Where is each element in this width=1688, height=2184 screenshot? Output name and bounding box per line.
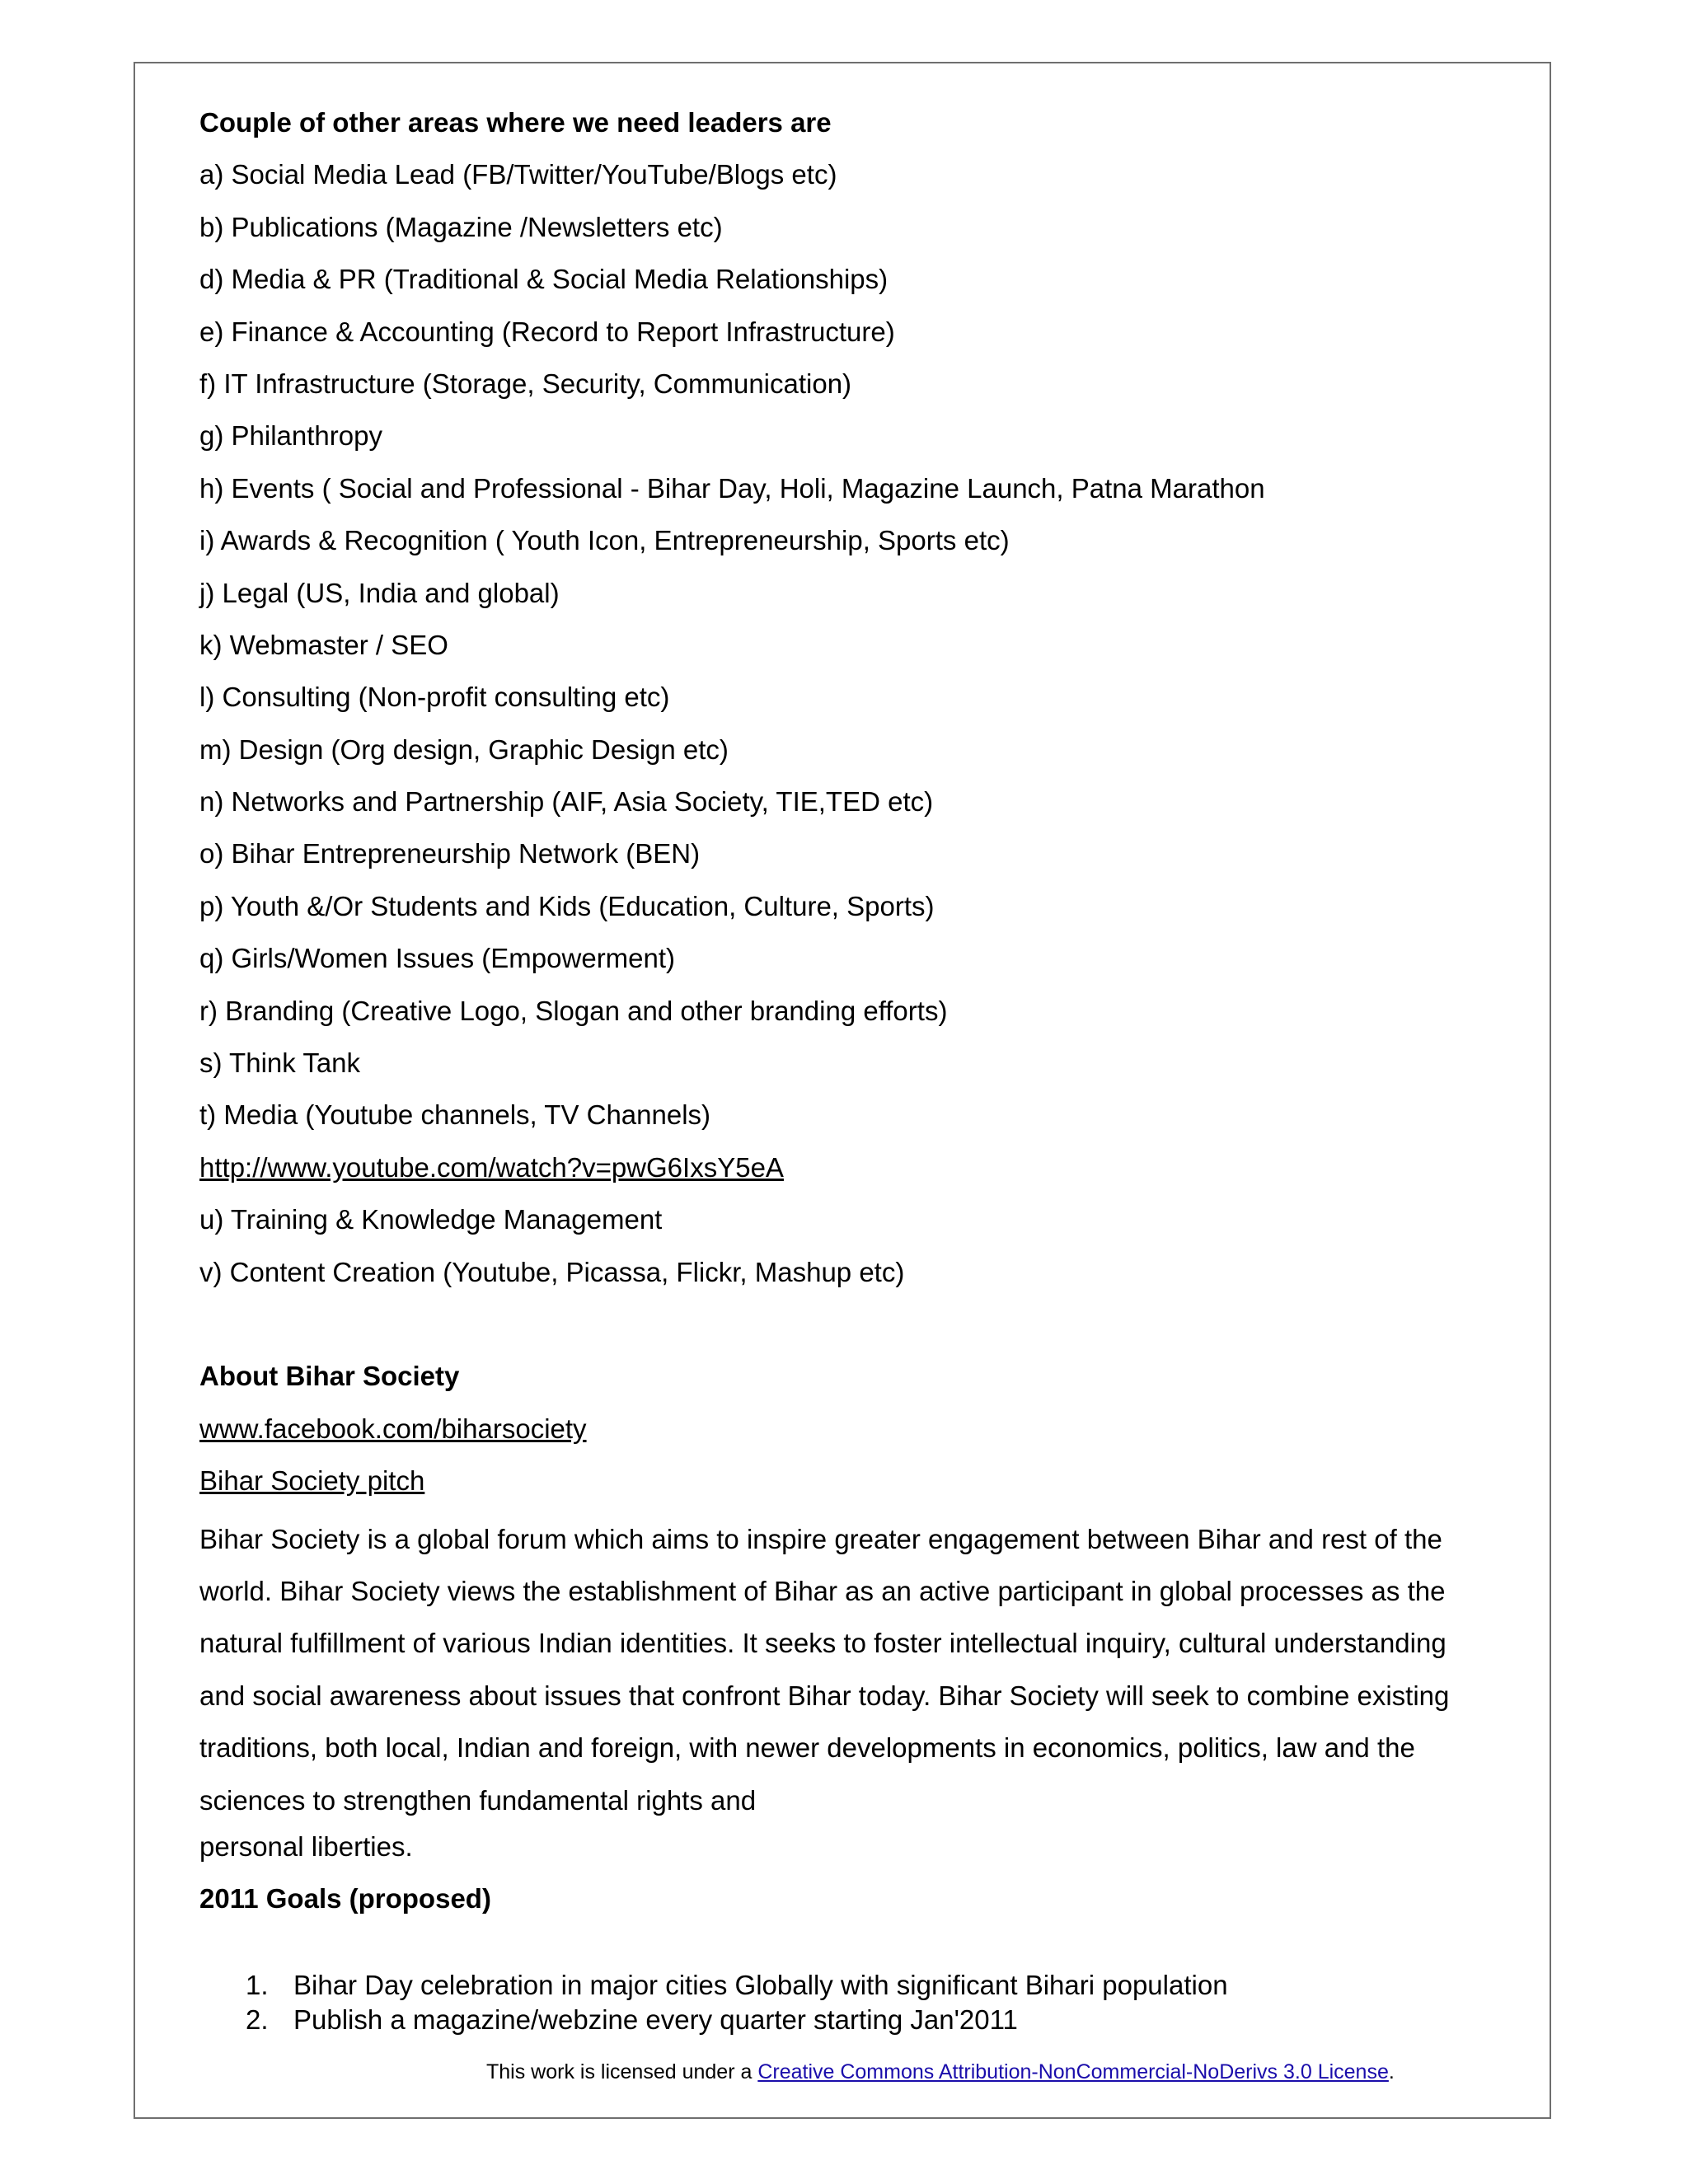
about-paragraph: Bihar Society is a global forum which aims to inspire greater engagement between Bihar and rest of the world. Bihar Society views the establishment of Bihar as an active participant in global processes as the natural fulfillment of various Indian identities. It seeks to foster intellectual inquiry, cultural understanding and social awareness about issues that confront Bihar today. Bihar Society will seek to combine existing traditions, both local, Indian and foreign, with newer developments in economics, politics, law and the sciences to strengthen fundamental rights and	[199, 1523, 1450, 1816]
area-item-n: n) Networks and Partnership (AIF, Asia Society, TIE,TED etc)	[199, 786, 934, 818]
goal-number: 2.	[246, 2004, 269, 2035]
license-prefix: This work is licensed under a	[486, 2060, 758, 2083]
area-item-e: e) Finance & Accounting (Record to Report Infrastructure)	[199, 316, 895, 347]
area-item-r: r) Branding (Creative Logo, Slogan and other branding efforts)	[199, 995, 948, 1026]
youtube-link[interactable]: http://www.youtube.com/watch?v=pwG6IxsY5eA	[199, 1151, 784, 1183]
goal-text: Bihar Day celebration in major cities Globally with significant Bihari population	[293, 1970, 1228, 2000]
area-item-i: i) Awards & Recognition ( Youth Icon, Entrepreneurship, Sports etc)	[199, 525, 1010, 556]
area-item-o: o) Bihar Entrepreneurship Network (BEN)	[199, 838, 701, 869]
goals-heading: 2011 Goals (proposed)	[199, 1883, 491, 1915]
goals-list	[199, 1968, 1485, 2037]
section-spacer	[199, 1304, 1485, 1356]
goal-text: Publish a magazine/webzine every quarter starting Jan'2011	[293, 2004, 1018, 2035]
area-item-p: p) Youth &/Or Students and Kids (Education, Culture, Sports)	[199, 890, 935, 921]
goal-item	[199, 1968, 1485, 2003]
area-item-j: j) Legal (US, India and global)	[199, 577, 560, 608]
about-paragraph-end: personal liberties.	[199, 1830, 413, 1862]
license-link[interactable]: Creative Commons Attribution-NonCommercial-NoDerivs 3.0 License	[757, 2060, 1389, 2083]
area-item-v: v) Content Creation (Youtube, Picassa, Flickr, Mashup etc)	[199, 1256, 905, 1287]
area-item-b: b) Publications (Magazine /Newsletters etc)	[199, 211, 723, 242]
areas-heading: Couple of other areas where we need leaders are	[199, 107, 832, 138]
area-item-q: q) Girls/Women Issues (Empowerment)	[199, 943, 676, 974]
facebook-link[interactable]: www.facebook.com/biharsociety	[199, 1413, 587, 1444]
area-item-a: a) Social Media Lead (FB/Twitter/YouTube/Blogs etc)	[199, 159, 837, 190]
area-item-f: f) IT Infrastructure (Storage, Security, Communication)	[199, 368, 852, 399]
license-suffix: .	[1388, 2060, 1395, 2083]
area-item-u: u) Training & Knowledge Management	[199, 1204, 663, 1235]
area-item-s: s) Think Tank	[199, 1047, 361, 1079]
area-item-d: d) Media & PR (Traditional & Social Media Relationships)	[199, 264, 889, 295]
area-item-k: k) Webmaster / SEO	[199, 629, 448, 660]
about-heading: About Bihar Society	[199, 1361, 460, 1392]
license-footer	[486, 2060, 1395, 2084]
goal-item	[199, 2003, 1485, 2037]
pitch-link[interactable]: Bihar Society pitch	[199, 1465, 425, 1497]
area-item-l: l) Consulting (Non-profit consulting etc)	[199, 682, 670, 713]
area-item-t: t) Media (Youtube channels, TV Channels)	[199, 1099, 711, 1131]
document-body	[199, 102, 1485, 1931]
area-item-h: h) Events ( Social and Professional - Bihar Day, Holi, Magazine Launch, Patna Marathon	[199, 472, 1265, 504]
area-item-m: m) Design (Org design, Graphic Design etc)	[199, 733, 729, 765]
goal-number: 1.	[246, 1970, 269, 2000]
area-item-g: g) Philanthropy	[199, 420, 382, 452]
